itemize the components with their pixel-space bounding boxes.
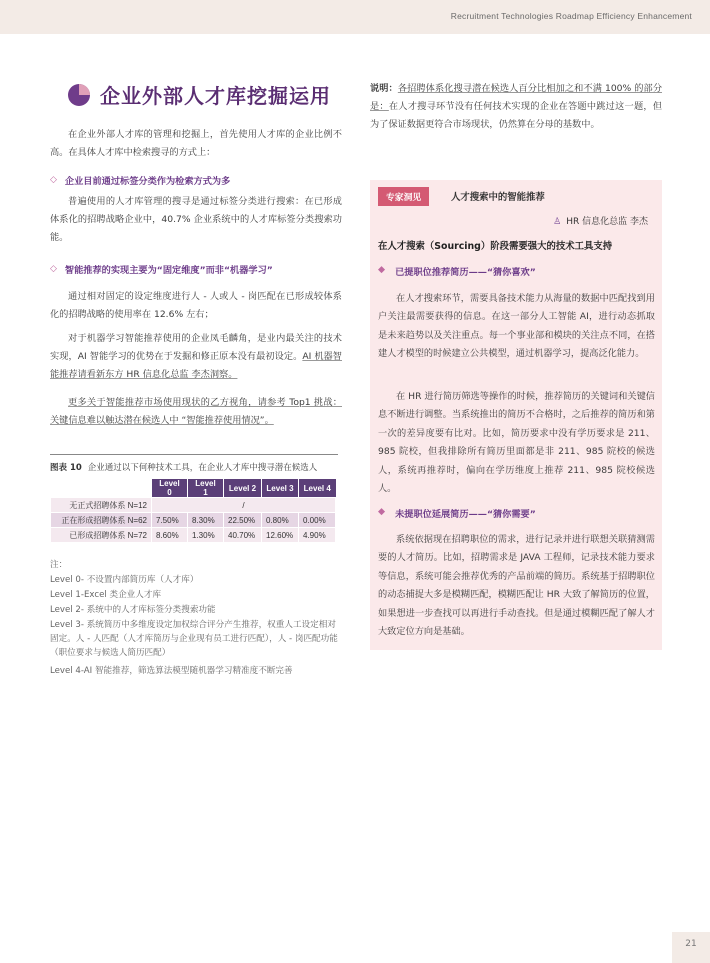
table-row <box>51 528 336 543</box>
table-cell: 0.80% <box>262 513 299 528</box>
table-corner <box>51 479 152 498</box>
page-number: 21 <box>672 932 710 963</box>
table-row <box>51 498 336 513</box>
table-cell: 4.90% <box>299 528 336 543</box>
intro-paragraph: 在企业外部人才库的管理和挖掘上，首先使用人才库的企业比例不高。在具体人才库中检索搜寻的方式上： <box>50 129 342 158</box>
table-row-label: 无正式招聘体系 N=12 <box>51 498 152 513</box>
table-cell: 22.50% <box>224 513 262 528</box>
table-header-row <box>51 479 336 498</box>
table-header: Level 4 <box>299 479 336 498</box>
expert-insight-box <box>370 180 662 650</box>
expert-paragraph: 在 HR 进行简历筛选等操作的时候，推荐简历的关键词和关键信息不断进行调整。当系统推出的简历不合格时，之后推荐的简历和第一次的差异度要有比对。比如，简历要求中没有学历要求是 211、985 院校，但我排除所有简历里面都是非 211、985 院校的候选人，系统再推荐时，偏向在学历维度上推荐 211、985 院校候选人。 <box>378 391 655 495</box>
paragraph-fixed-dimension: 通过相对固定的设定维度进行人 - 人或人 - 岗匹配在已形成较体系化的招聘战略的使用率在 12.6% 左右； <box>50 291 342 320</box>
explanation-label: 说明： <box>370 83 398 94</box>
table-cell: 8.30% <box>188 513 224 528</box>
paragraph-tag-search: 普遍使用的人才库管理的搜寻是通过标签分类进行搜索：在已形成体系化的招聘战略企业中，40.7% 企业系统中的人才库标签分类搜索功能。 <box>50 196 342 243</box>
figure-label: 图表 10 <box>50 463 82 473</box>
expert-title: 人才搜索中的智能推荐 <box>451 192 545 203</box>
person-icon: ♙ <box>553 217 562 227</box>
expert-paragraph: 系统依据现在招聘职位的需求，进行记录并进行联想关联猜测需要的人才简历。比如，招聘需求是 JAVA 工程师，记录技术能力要求等信息，系统可能会推荐优秀的产品前端的简历。系统基于招聘职位的动态捕捉大多是模糊匹配，模糊匹配让 HR 大致了解简历的位置，如果想进一步查找可以再进行手动查找。但是通过模糊匹配了解人才大致定位方向是基础。 <box>378 534 655 638</box>
explanation-note <box>370 80 662 134</box>
note-item: Level 4-AI 智能推荐，筛选算法模型随机器学习精准度不断完善 <box>50 666 293 676</box>
table-row <box>51 513 336 528</box>
expert-bullet-guess-like-text: 已提职位推荐简历——“猜你喜欢” <box>395 267 536 278</box>
expert-bullet-guess-need-text: 未提职位延展简历——“猜你需要” <box>395 509 536 520</box>
bullet-smart-recommend-text: 智能推荐的实现主要为“固定维度”而非“机器学习” <box>64 265 273 276</box>
explanation-text: 在人才搜寻环节没有任何技术实现的企业在答题中跳过这一题，但为了保证数据更符合市场现状，仍然算在分母的基数中。 <box>370 101 663 130</box>
section-title: 企业外部人才库挖掘运用 <box>100 84 331 108</box>
note-item: Level 0- 不设置内部简历库（人才库） <box>50 575 199 585</box>
paragraph-machine-learning-text: 对于机器学习智能推荐使用的企业凤毛麟角，是业内最关注的技术实现，AI 智能学习的优势在于发掘和修正原本没有最初设定。 <box>50 333 342 362</box>
diamond-icon: ◆ <box>378 264 386 275</box>
reference-link[interactable]: 更多关于智能推荐市场使用现状的乙方视角，请参考 Top1 挑战：关键信息难以触达潜在候选人中 “智能推荐使用情况”。 <box>50 397 342 426</box>
section-heading <box>68 80 331 109</box>
table-header: Level 0 <box>152 479 188 498</box>
diamond-icon: ◆ <box>378 506 386 517</box>
diamond-icon: ◇ <box>50 264 57 274</box>
table-cell: 1.30% <box>188 528 224 543</box>
bullet-tag-search <box>50 173 230 187</box>
figure-caption-text: 企业通过以下何种技术工具，在企业人才库中搜寻潜在候选人 <box>87 463 318 473</box>
data-table <box>50 479 336 543</box>
table-cell: / <box>152 498 336 513</box>
table-header: Level 1 <box>188 479 224 498</box>
table-cell: 0.00% <box>299 513 336 528</box>
running-header-title: Recruitment Technologies Roadmap Efficiency Enhancement <box>450 11 692 21</box>
table-row-label: 正在形成招聘体系 N=62 <box>51 513 152 528</box>
expert-heading: 在人才搜索（Sourcing）阶段需要强大的技术工具支持 <box>378 241 613 252</box>
table-cell: 8.60% <box>152 528 188 543</box>
expert-tag: 专家洞见 <box>378 187 429 206</box>
expert-bullet-guess-like <box>378 264 536 278</box>
table-cell: 40.70% <box>224 528 262 543</box>
figure-caption <box>50 454 338 473</box>
table-notes <box>50 558 342 679</box>
notes-heading: 注： <box>50 560 68 570</box>
note-item: Level 1-Excel 类企业人才库 <box>50 590 162 600</box>
explanation-underlined: 各招聘体系化搜寻潜在候选人百分比相加之和不满 100% 的部分是： <box>370 83 663 112</box>
table-cell: 7.50% <box>152 513 188 528</box>
table-header: Level 2 <box>224 479 262 498</box>
bullet-smart-recommend <box>50 262 273 276</box>
table-row-label: 已形成招聘体系 N=72 <box>51 528 152 543</box>
table-cell: 12.60% <box>262 528 299 543</box>
bullet-tag-search-text: 企业目前通过标签分类作为检索方式为多 <box>64 176 231 187</box>
expert-insight-link[interactable]: AI 机器智能推荐请看新东方 HR 信息化总监 李杰洞察。 <box>50 351 342 380</box>
note-item: Level 3- 系统简历中多维度设定加权综合评分产生推荐，权重人工设定相对固定。人 - 人匹配（人才库简历与企业现有员工进行匹配），人 - 岗匹配功能（职位要求与候选人简历匹配） <box>50 620 338 658</box>
table-header: Level 3 <box>262 479 299 498</box>
section-logo-icon <box>68 84 90 106</box>
expert-author-name: HR 信息化总监 李杰 <box>566 217 648 227</box>
diamond-icon: ◇ <box>50 175 57 185</box>
expert-bullet-guess-need <box>378 506 536 520</box>
running-header <box>0 0 710 34</box>
expert-paragraph: 在人才搜索环节，需要具备技术能力从海量的数据中匹配找到用户关注最需要获得的信息。在这一部分人工智能 AI，进行动态抓取是未来趋势以及关注重点。每一个事业部和模块的关注点不同，在搭建人才模型的时候建立公共模型，通过机器学习，提高泛化能力。 <box>378 293 655 360</box>
expert-author <box>553 214 648 227</box>
note-item: Level 2- 系统中的人才库标签分类搜索功能 <box>50 605 216 615</box>
paragraph-machine-learning <box>50 330 342 384</box>
